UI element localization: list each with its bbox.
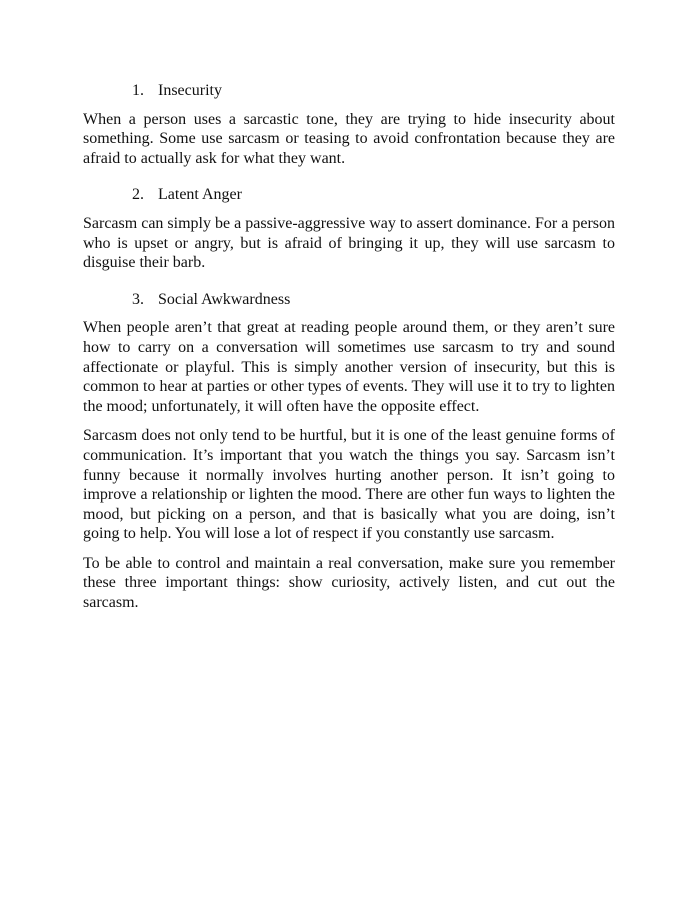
list-number: 2. <box>132 186 144 204</box>
list-heading-latent-anger <box>83 185 615 205</box>
list-title: Insecurity <box>158 82 222 99</box>
list-number: 3. <box>132 290 144 308</box>
paragraph-sarcasm-hurtful: Sarcasm does not only tend to be hurtful, but it is one of the least genuine forms of communication. It’s important that you watch the things you say. Sarcasm isn’t funny because it normally involves hurting another person. It isn’t going to improve a relationship or lighten the mood. There are other fun ways to lighten the mood, but picking on a person, and that is basically what you are doing, isn’t going to help. You will lose a lot of respect if you constantly use sarcasm. <box>83 427 615 543</box>
list-heading-social-awkwardness <box>83 290 615 310</box>
paragraph-insecurity: When a person uses a sarcastic tone, they are trying to hide insecurity about something. Some use sarcasm or teasing to avoid confrontation because they are afraid to actually ask for what they want. <box>83 110 615 167</box>
paragraph-conclusion: To be able to control and maintain a real conversation, make sure you remember these three important things: show curiosity, actively listen, and cut out the sarcasm. <box>83 554 615 612</box>
paragraph-social-awkwardness: When people aren’t that great at reading people around them, or they aren’t sure how to carry on a conversation will sometimes use sarcasm to try and sound affectionate or playful. This is simply another version of insecurity, but this is common to hear at parties or other types of events. They will use it to try to lighten the mood; unfortunately, it will often have the opposite effect. <box>83 319 615 415</box>
document-body <box>83 81 615 623</box>
list-title: Latent Anger <box>158 186 242 204</box>
paragraph-latent-anger: Sarcasm can simply be a passive-aggressive way to assert dominance. For a person who is upset or angry, but is afraid of bringing it up, they will use sarcasm to disguise their barb. <box>83 214 615 272</box>
list-number: 1. <box>132 82 144 99</box>
list-heading-insecurity <box>83 81 615 101</box>
list-title: Social Awkwardness <box>158 290 291 308</box>
